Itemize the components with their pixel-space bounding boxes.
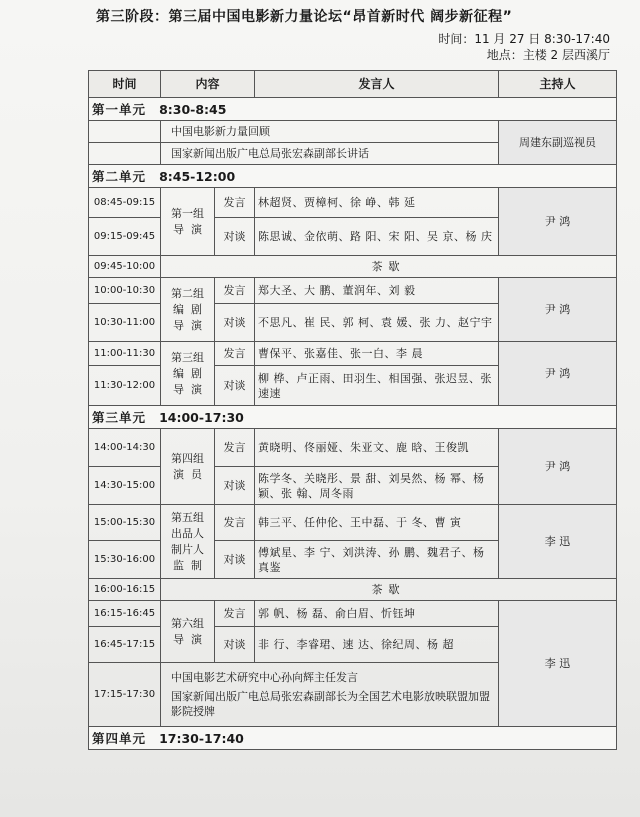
table-row [89, 505, 617, 541]
group-host: 尹 鸿 [499, 188, 617, 256]
speaker-list: 陈学冬、关晓彤、景 甜、刘昊然、杨 幂、杨 颖、张 翰、周冬雨 [255, 467, 499, 505]
speaker-list: 非 行、李睿珺、速 达、徐纪周、杨 超 [255, 627, 499, 663]
col-header-host: 主持人 [499, 71, 617, 98]
unit-4-label: 第四单元 [92, 730, 147, 746]
session-time: 16:15-16:45 [89, 601, 161, 627]
page-title: 第三阶段：第三届中国电影新力量论坛“昂首新时代 阔步新征程” [96, 9, 513, 25]
session-time: 17:15-17:30 [89, 663, 161, 727]
closing-item-1: 中国电影艺术研究中心孙向辉主任发言 [171, 671, 358, 684]
group-host: 李 迅 [499, 505, 617, 579]
speaker-list: 林超贤、贾樟柯、徐 峥、韩 延 [255, 188, 499, 218]
table-row [89, 188, 617, 218]
speaker-list: 陈思诚、金依萌、路 阳、宋 阳、吴 京、杨 庆 [255, 218, 499, 256]
session-time: 10:00-10:30 [89, 278, 161, 304]
speaker-list: 韩三平、任仲伦、王中磊、于 冬、曹 寅 [255, 505, 499, 541]
session-role: 发言 [215, 278, 255, 304]
session-role: 发言 [215, 505, 255, 541]
event-time: 时间：11 月 27 日 8:30-17:40 [438, 32, 610, 46]
speaker-list: 黄晓明、佟丽娅、朱亚文、鹿 晗、王俊凯 [255, 429, 499, 467]
session-role: 对谈 [215, 627, 255, 663]
session-time: 14:00-14:30 [89, 429, 161, 467]
break-time: 16:00-16:15 [89, 579, 161, 601]
speaker-list: 曹保平、张嘉佳、张一白、李 晨 [255, 342, 499, 366]
session-role: 对谈 [215, 304, 255, 342]
session-time: 11:00-11:30 [89, 342, 161, 366]
table-row [89, 429, 617, 467]
session-time: 10:30-11:00 [89, 304, 161, 342]
unit-3-time: 14:00-17:30 [159, 409, 244, 425]
session-role: 发言 [215, 429, 255, 467]
group-host: 李 迅 [499, 601, 617, 727]
break-row [89, 256, 617, 278]
session-role: 发言 [215, 188, 255, 218]
group-name: 第三组 编 剧 导 演 [161, 342, 215, 406]
speaker-list: 郑大圣、大 鹏、董润年、刘 毅 [255, 278, 499, 304]
unit-4-time: 17:30-17:40 [159, 730, 244, 746]
closing-item-2: 国家新闻出版广电总局张宏森副部长为全国艺术电影放映联盟加盟影院授牌 [171, 690, 490, 718]
header-row [89, 71, 617, 98]
speaker-list: 柳 桦、卢正雨、田羽生、相国强、张迟昱、张速速 [255, 366, 499, 406]
group-host: 尹 鸿 [499, 342, 617, 406]
group-name: 第五组 出品人 制片人 监 制 [161, 505, 215, 579]
closing-items [161, 663, 499, 727]
speaker-list: 不思凡、崔 民、郭 柯、袁 媛、张 力、赵宁宇 [255, 304, 499, 342]
session-time: 16:45-17:15 [89, 627, 161, 663]
session-role: 发言 [215, 342, 255, 366]
unit-1-time: 8:30-8:45 [159, 101, 227, 117]
group-name: 第四组 演 员 [161, 429, 215, 505]
unit-2-time: 8:45-12:00 [159, 168, 236, 184]
session-time: 15:30-16:00 [89, 541, 161, 579]
unit-3-label: 第三单元 [92, 409, 147, 425]
unit-1-label: 第一单元 [92, 101, 147, 117]
unit-4-row [89, 727, 617, 750]
session-role: 对谈 [215, 366, 255, 406]
group-name: 第一组 导 演 [161, 188, 215, 256]
session-role: 对谈 [215, 218, 255, 256]
unit-1-row [89, 98, 617, 121]
unit-1-item-1: 中国电影新力量回顾 [161, 121, 499, 143]
break-label: 茶歇 [161, 256, 617, 278]
speaker-list: 郭 帆、杨 磊、俞白眉、忻钰坤 [255, 601, 499, 627]
unit-1-item-2: 国家新闻出版广电总局张宏森副部长讲话 [161, 143, 499, 165]
session-time: 11:30-12:00 [89, 366, 161, 406]
break-label: 茶歇 [161, 579, 617, 601]
session-role: 对谈 [215, 467, 255, 505]
session-role: 发言 [215, 601, 255, 627]
col-header-content: 内容 [161, 71, 255, 98]
unit-1-host: 周建东副巡视员 [499, 121, 617, 165]
session-time: 08:45-09:15 [89, 188, 161, 218]
col-header-time: 时间 [89, 71, 161, 98]
table-row [89, 342, 617, 366]
group-host: 尹 鸿 [499, 278, 617, 342]
session-time: 15:00-15:30 [89, 505, 161, 541]
group-host: 尹 鸿 [499, 429, 617, 505]
unit-2-row [89, 165, 617, 188]
table-row [89, 278, 617, 304]
schedule-table [88, 70, 617, 750]
table-row [89, 121, 617, 143]
session-role: 对谈 [215, 541, 255, 579]
break-row [89, 579, 617, 601]
unit-2-label: 第二单元 [92, 168, 147, 184]
col-header-speakers: 发言人 [255, 71, 499, 98]
speaker-list: 傅斌星、李 宁、刘洪涛、孙 鹏、魏君子、杨真鉴 [255, 541, 499, 579]
group-name: 第二组 编 剧 导 演 [161, 278, 215, 342]
session-time: 14:30-15:00 [89, 467, 161, 505]
event-location: 地点：主楼 2 层西溪厅 [486, 48, 610, 62]
group-name: 第六组 导 演 [161, 601, 215, 663]
break-time: 09:45-10:00 [89, 256, 161, 278]
unit-3-row [89, 406, 617, 429]
table-row [89, 601, 617, 627]
session-time: 09:15-09:45 [89, 218, 161, 256]
